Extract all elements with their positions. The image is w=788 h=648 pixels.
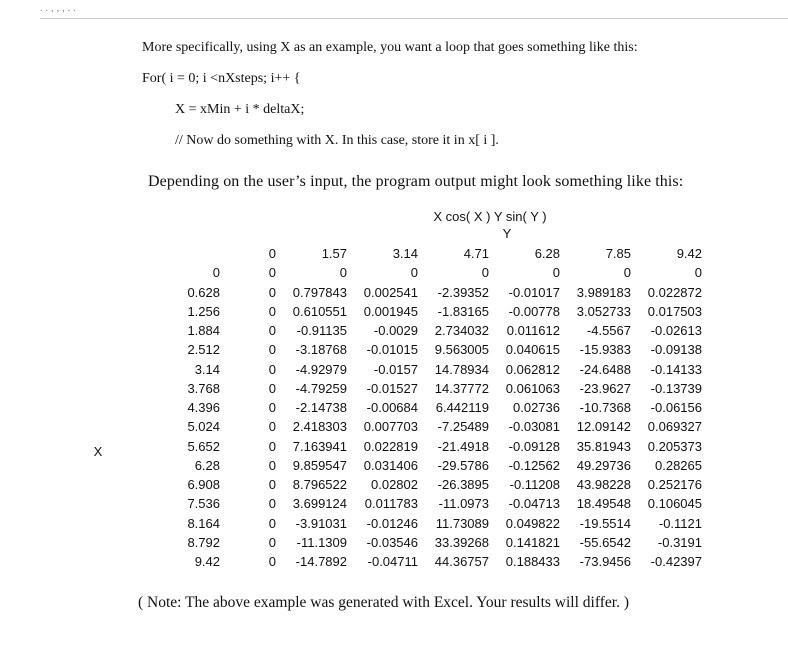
result-cell: 2.734032 — [434, 323, 489, 339]
result-cell: -11.0973 — [438, 496, 489, 512]
x-value-cell: 6.28 — [194, 457, 220, 473]
result-cell: -15.9383 — [579, 342, 631, 358]
result-cell: 49.29736 — [576, 457, 631, 473]
result-cell: -14.7892 — [295, 554, 347, 570]
result-cell: 0.022872 — [647, 284, 702, 300]
result-cell: -7.25489 — [437, 419, 489, 435]
result-cell: -26.3895 — [437, 477, 489, 493]
result-cell: 8.796522 — [292, 477, 347, 493]
corner-cell — [150, 244, 220, 263]
x-value-cell: 3.768 — [187, 380, 220, 396]
result-cell: 0.002541 — [363, 284, 418, 300]
y-header-cell: 7.85 — [605, 246, 631, 262]
result-cell: -0.11208 — [509, 477, 560, 493]
result-cell: 0.252176 — [647, 477, 702, 493]
result-cell: 0.031406 — [363, 457, 418, 473]
result-cell: 0.007703 — [363, 419, 418, 435]
result-cell: -0.06156 — [650, 400, 702, 416]
result-cell: 0 — [481, 265, 489, 281]
result-cell: 0 — [268, 438, 276, 454]
result-cell: 0.001945 — [363, 303, 418, 319]
result-cell: -0.03546 — [366, 534, 418, 550]
result-cell: 0 — [268, 515, 276, 531]
result-cell: 0.797843 — [292, 284, 347, 300]
x-value-cell: 1.884 — [187, 323, 220, 339]
result-cell: 7.163941 — [292, 438, 347, 454]
result-cell: -0.01246 — [366, 515, 418, 531]
result-cell: 0 — [410, 265, 418, 281]
result-cell: 14.37772 — [434, 380, 489, 396]
y-header-row — [150, 244, 702, 263]
result-cell: 0 — [268, 477, 276, 493]
result-cell: 0.061063 — [505, 380, 560, 396]
result-cell: -19.5514 — [579, 515, 631, 531]
y-header-cell: 9.42 — [676, 246, 702, 262]
result-cell: 0.049822 — [505, 515, 560, 531]
y-header-cell: 6.28 — [534, 246, 560, 262]
table-row — [150, 552, 702, 571]
result-cell: -0.02613 — [650, 323, 702, 339]
result-cell: 0.106045 — [647, 496, 702, 512]
result-cell: -1.83165 — [437, 303, 489, 319]
table-row — [150, 533, 702, 552]
output-intro-paragraph: Depending on the user’s input, the program output might look something like this: — [148, 173, 684, 190]
result-cell: -11.1309 — [296, 534, 347, 550]
x-value-cell: 7.536 — [187, 496, 220, 512]
x-value-cell: 0.628 — [187, 284, 220, 300]
result-cell: -0.0029 — [373, 323, 418, 339]
result-cell: 44.36757 — [434, 554, 489, 570]
result-cell: 0.205373 — [647, 438, 702, 454]
y-header-cell: 1.57 — [321, 246, 347, 262]
result-cell: -23.9627 — [579, 380, 631, 396]
x-axis-label: X — [93, 444, 103, 459]
table-row — [150, 263, 702, 282]
x-value-cell: 5.024 — [187, 419, 220, 435]
x-value-cell: 4.396 — [187, 400, 220, 416]
result-cell: -0.01527 — [366, 380, 418, 396]
previous-page-text-fragment: . . , , , . . — [40, 4, 788, 19]
result-cell: 0.02802 — [371, 477, 418, 493]
x-value-cell: 9.42 — [194, 554, 220, 570]
result-cell: -3.18768 — [295, 342, 347, 358]
result-cell: -0.14133 — [650, 361, 702, 377]
result-cell: 0 — [268, 534, 276, 550]
result-cell: 12.09142 — [576, 419, 631, 435]
x-value-cell: 8.792 — [187, 534, 220, 550]
y-header-cell: 4.71 — [463, 246, 489, 262]
result-cell: 0.28265 — [655, 457, 702, 473]
result-cell: 0 — [268, 284, 276, 300]
result-cell: -2.39352 — [437, 284, 489, 300]
result-cell: 0 — [268, 419, 276, 435]
result-cell: 3.052733 — [576, 303, 631, 319]
result-cell: 0.062812 — [505, 361, 560, 377]
result-cell: -0.04711 — [367, 554, 418, 570]
result-cell: -0.09138 — [650, 342, 702, 358]
result-cell: 2.418303 — [292, 419, 347, 435]
output-table — [150, 244, 702, 571]
result-cell: 0 — [268, 380, 276, 396]
result-cell: 0 — [268, 265, 276, 281]
x-value-cell: 5.652 — [187, 438, 220, 454]
result-cell: -0.3191 — [657, 534, 702, 550]
result-cell: -55.6542 — [579, 534, 631, 550]
table-row — [150, 302, 702, 321]
code-for-line: For( i = 0; i <nXsteps; i++ { — [142, 71, 301, 86]
code-assign-line: X = xMin + i * deltaX; — [175, 102, 305, 117]
x-value-cell: 3.14 — [194, 361, 220, 377]
result-cell: 33.39268 — [434, 534, 489, 550]
result-cell: 0.040615 — [505, 342, 560, 358]
result-cell: 0.610551 — [292, 303, 347, 319]
result-cell: 0.017503 — [647, 303, 702, 319]
table-row — [150, 514, 702, 533]
x-value-cell: 2.512 — [187, 342, 220, 358]
result-cell: -2.14738 — [295, 400, 347, 416]
x-value-cell: 1.256 — [187, 303, 220, 319]
x-value-cell: 6.908 — [187, 477, 220, 493]
result-cell: -0.1121 — [658, 515, 702, 531]
result-cell: -0.01015 — [366, 342, 418, 358]
result-cell: 0.188433 — [505, 554, 560, 570]
result-cell: -0.00684 — [366, 400, 418, 416]
result-cell: -73.9456 — [579, 554, 631, 570]
code-comment-line: // Now do something with X. In this case, store it in x[ i ]. — [175, 133, 499, 148]
result-cell: 0 — [268, 361, 276, 377]
result-cell: -4.92979 — [295, 361, 347, 377]
result-cell: -0.04713 — [508, 496, 560, 512]
table-row — [150, 417, 702, 436]
y-header-cell: 0 — [268, 246, 276, 262]
y-axis-label: Y — [502, 226, 512, 241]
result-cell: 0 — [552, 265, 560, 281]
x-value-cell: 8.164 — [187, 515, 220, 531]
table-row — [150, 398, 702, 417]
result-cell: -0.12562 — [508, 457, 560, 473]
intro-paragraph: More specifically, using X as an example, you want a loop that goes something like this: — [142, 40, 638, 55]
result-cell: -0.09128 — [508, 438, 560, 454]
result-cell: 18.49548 — [576, 496, 631, 512]
y-header-cell: 3.14 — [392, 246, 418, 262]
result-cell: -0.0157 — [373, 361, 418, 377]
result-cell: -24.6488 — [579, 361, 631, 377]
table-row — [150, 360, 702, 379]
result-cell: 0 — [694, 265, 702, 281]
result-cell: 0 — [339, 265, 347, 281]
result-cell: 0 — [268, 323, 276, 339]
result-cell: -0.01017 — [508, 284, 560, 300]
result-cell: 0 — [268, 554, 276, 570]
result-cell: 11.73089 — [435, 515, 489, 531]
result-cell: 0.011612 — [506, 323, 560, 339]
result-cell: -4.5567 — [586, 323, 631, 339]
table-row — [150, 340, 702, 359]
result-cell: 0 — [268, 303, 276, 319]
result-cell: 0 — [623, 265, 631, 281]
result-cell: -0.42397 — [650, 554, 702, 570]
result-cell: -0.91135 — [296, 323, 347, 339]
table-row — [150, 475, 702, 494]
table-row — [150, 494, 702, 513]
result-cell: 0 — [268, 400, 276, 416]
result-cell: 0.011783 — [364, 496, 418, 512]
result-cell: -4.79259 — [295, 380, 347, 396]
result-cell: -0.03081 — [508, 419, 560, 435]
table-row — [150, 321, 702, 340]
result-cell: -10.7368 — [579, 400, 631, 416]
x-value-cell: 0 — [212, 265, 220, 281]
result-cell: 0.069327 — [647, 419, 702, 435]
result-cell: 0 — [268, 496, 276, 512]
table-row — [150, 379, 702, 398]
result-cell: 0 — [268, 342, 276, 358]
result-cell: 3.699124 — [292, 496, 347, 512]
table-row — [150, 456, 702, 475]
note-paragraph: ( Note: The above example was generated with Excel. Your results will differ. ) — [138, 594, 629, 611]
table-row — [150, 283, 702, 302]
result-cell: 0.022819 — [363, 438, 418, 454]
result-cell: 14.78934 — [434, 361, 489, 377]
result-cell: 0 — [268, 457, 276, 473]
result-cell: -3.91031 — [295, 515, 347, 531]
table-row — [150, 437, 702, 456]
result-cell: 0.02736 — [513, 400, 560, 416]
result-cell: 3.989183 — [576, 284, 631, 300]
result-cell: 43.98228 — [576, 477, 631, 493]
result-cell: -0.00778 — [508, 303, 560, 319]
table-title: X cos( X ) Y sin( Y ) — [433, 209, 547, 224]
result-cell: 6.442119 — [435, 400, 489, 416]
result-cell: 9.859547 — [292, 457, 347, 473]
result-cell: -21.4918 — [437, 438, 489, 454]
result-cell: 9.563005 — [434, 342, 489, 358]
result-cell: 0.141821 — [505, 534, 560, 550]
result-cell: -29.5786 — [437, 457, 489, 473]
result-cell: 35.81943 — [576, 438, 631, 454]
result-cell: -0.13739 — [650, 380, 702, 396]
